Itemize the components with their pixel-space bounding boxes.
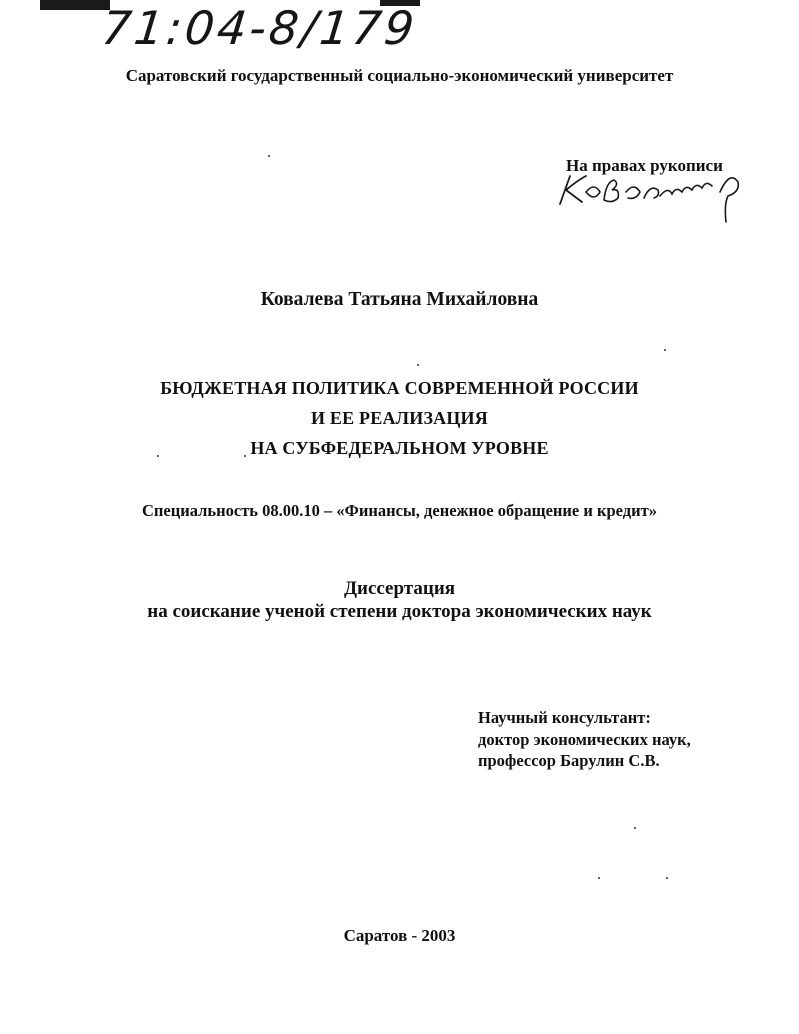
scan-artifact-top-left [40,0,110,10]
scan-speck [244,455,246,457]
title-line-3: НА СУБФЕДЕРАЛЬНОМ УРОВНЕ [250,438,549,458]
author-name: Ковалева Татьяна Михайловна [260,289,539,310]
specialty-line: Специальность 08.00.10 – «Финансы, денежное обращение и кредит» [141,501,657,520]
scan-speck [157,455,159,457]
consultant-heading: Научный консультант: [478,708,651,727]
scan-speck [598,877,600,879]
scan-speck [417,364,419,366]
degree-line: на соискание ученой степени доктора экономических наук [147,601,652,622]
scan-speck [634,827,636,829]
manuscript-rights-label: На правах рукописи [566,156,723,175]
author-signature [556,162,746,228]
scan-speck [268,155,270,157]
archive-code-handwritten: 71:04-8/179 [99,1,420,55]
university-name: Саратовский государственный социально-экономический университет [125,66,674,85]
title-line-2: И ЕЕ РЕАЛИЗАЦИЯ [311,408,488,428]
consultant-degree: доктор экономических наук, [478,730,691,749]
scan-speck [664,349,666,351]
consultant-name: профессор Барулин С.В. [478,751,660,770]
title-line-1: БЮДЖЕТНАЯ ПОЛИТИКА СОВРЕМЕННОЙ РОССИИ [160,378,639,398]
scan-speck [666,877,668,879]
city-year: Саратов - 2003 [343,926,456,945]
dissertation-label: Диссертация [343,578,456,599]
